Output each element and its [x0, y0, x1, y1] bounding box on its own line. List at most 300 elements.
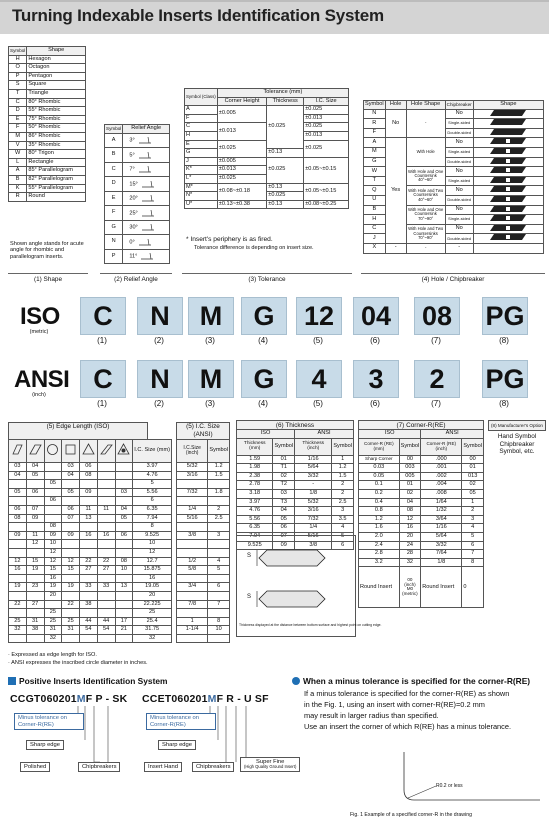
cell: ±0.05~±0.15	[304, 183, 349, 200]
code-position-number: (3)	[205, 399, 215, 408]
group-ansi: ANSI	[421, 430, 484, 439]
table-row	[177, 497, 230, 506]
cell	[115, 574, 133, 583]
shape-d-icon	[26, 440, 44, 463]
cell: 2.0	[359, 532, 400, 541]
code-position-number: (1)	[97, 399, 107, 408]
table-row	[237, 498, 354, 507]
table-row	[9, 600, 172, 609]
ansi-label: ANSI	[14, 366, 70, 393]
col-ic-size: I.C. Size	[304, 97, 349, 106]
cell: (metric)	[402, 590, 418, 596]
col-symbol: Symbol	[9, 47, 27, 56]
cell: .002	[421, 472, 462, 481]
code-2-tail: F R - U SF	[216, 693, 269, 705]
col-symbol: Symbol	[462, 438, 484, 455]
cell	[208, 497, 230, 506]
insert-shape-icon	[473, 128, 543, 138]
cell: 04	[273, 507, 295, 516]
cell	[177, 548, 208, 557]
table-row	[105, 177, 170, 192]
ansi-sub: (inch)	[32, 392, 46, 398]
relief-angle-icon	[135, 138, 152, 144]
cell: 7/8	[177, 600, 208, 609]
cell: T	[364, 176, 386, 186]
cell: Square	[27, 81, 86, 90]
cell: ±0.08~±0.25	[304, 200, 349, 209]
cell: 5/32	[177, 463, 208, 472]
cell: 7/32	[177, 488, 208, 497]
cell: 08	[44, 523, 62, 532]
cell: 23	[26, 583, 44, 592]
minus-line: in the Fig. 1, using an insert with corner-R(RE)=0.2 mm	[304, 700, 485, 710]
cell: 25	[9, 617, 27, 626]
relief-angle-icon	[138, 225, 155, 231]
s-label: S	[247, 553, 252, 559]
cell: 54	[97, 626, 115, 635]
cell: E	[185, 140, 218, 149]
cell: 20	[44, 591, 62, 600]
cell	[44, 600, 62, 609]
table-row	[177, 557, 230, 566]
cell: Q	[364, 186, 386, 196]
table-row	[9, 574, 172, 583]
cell: L*	[185, 174, 218, 183]
cell: 06	[9, 505, 27, 514]
cell: 02	[273, 472, 295, 481]
cell: -	[385, 243, 406, 253]
cell: 3	[332, 507, 354, 516]
label-minus-1: Minus tolerance on Corner-R(RE)	[14, 713, 84, 730]
cell	[97, 609, 115, 618]
cell: 0°	[123, 235, 170, 250]
cell	[26, 634, 44, 643]
col-chipbreaker: Chipbreaker	[445, 101, 473, 110]
cell: 09	[80, 488, 98, 497]
table-row	[9, 548, 172, 557]
cell: V	[9, 141, 27, 150]
cell: X	[364, 243, 386, 253]
cell	[208, 523, 230, 532]
cell: ±0.025	[217, 140, 267, 157]
table-row	[364, 243, 544, 253]
cell: 09	[62, 531, 80, 540]
cell: 03	[62, 463, 80, 472]
cell: 02	[462, 481, 484, 490]
cell: 6.35	[237, 524, 273, 533]
col-corner-height: Corner Height	[217, 97, 267, 106]
table-row	[177, 548, 230, 557]
cell	[62, 497, 80, 506]
cell: 05	[273, 515, 295, 524]
cell: 07	[62, 514, 80, 523]
table-row	[177, 634, 230, 643]
cell: F	[364, 128, 386, 138]
code-box: 08	[414, 297, 460, 335]
cell: 09	[273, 541, 295, 550]
cell: 3/8	[177, 531, 208, 540]
cell: ±0.025	[267, 106, 304, 149]
insert-shape-icon	[473, 224, 543, 234]
cell	[115, 471, 133, 480]
cell: 12	[9, 557, 27, 566]
cell	[80, 574, 98, 583]
cell	[97, 514, 115, 523]
ic-ansi-table	[176, 439, 230, 643]
cell	[9, 523, 27, 532]
caption-tolerance: (3) Tolerance	[248, 276, 286, 283]
cell: 12	[26, 540, 44, 549]
cell: Sharp Corner	[359, 455, 400, 464]
relief-angle-icon	[138, 181, 155, 187]
caption-option: (8) Manufacturer's Option	[488, 420, 546, 431]
cell: 6.35	[133, 505, 172, 514]
cell: E	[105, 191, 123, 206]
cell: 13	[115, 583, 133, 592]
cell	[115, 480, 133, 489]
table-row	[359, 507, 484, 516]
code-2-m: M	[207, 693, 217, 705]
insert-shape-icon	[473, 215, 543, 225]
relief-angle-icon	[137, 254, 154, 260]
table-row	[177, 540, 230, 549]
cell	[62, 591, 80, 600]
cell: 08	[115, 557, 133, 566]
cell: M	[9, 132, 27, 141]
table-row	[9, 488, 172, 497]
cell: 15	[44, 566, 62, 575]
cell	[177, 540, 208, 549]
iso-sub: (metric)	[29, 329, 49, 335]
table-row	[177, 591, 230, 600]
cell	[9, 540, 27, 549]
cell	[208, 634, 230, 643]
cell: 4.76	[133, 471, 172, 480]
cell: 4	[462, 524, 484, 533]
cell: 19	[26, 566, 44, 575]
cell: A	[185, 106, 218, 115]
cell: T2	[273, 481, 295, 490]
cell: G	[105, 220, 123, 235]
cell: 05	[9, 488, 27, 497]
cell: ±0.13	[267, 149, 304, 158]
cell: 30°	[123, 220, 170, 235]
cell: 1.5	[208, 471, 230, 480]
code-box: 4	[296, 360, 342, 398]
table-row	[359, 550, 484, 559]
table-row	[105, 220, 170, 235]
code-position-number: (8)	[499, 399, 509, 408]
cell: D	[9, 107, 27, 116]
table-row	[237, 464, 354, 473]
table-row	[237, 472, 354, 481]
cell: 16	[133, 574, 172, 583]
code-2	[142, 693, 269, 705]
cell: 1.98	[237, 464, 273, 473]
cell: 32	[399, 558, 421, 567]
cell: 0.1	[359, 481, 400, 490]
table-row	[9, 566, 172, 575]
cell: 04	[399, 498, 421, 507]
shape-r-icon	[44, 440, 62, 463]
cell	[80, 480, 98, 489]
insert-shape-icon	[473, 234, 543, 244]
cell: 12	[399, 515, 421, 524]
code-position-number: (3)	[205, 336, 215, 345]
code-box: 3	[353, 360, 399, 398]
cell: Single-sided	[445, 215, 473, 225]
table-row	[9, 115, 86, 124]
table-row	[9, 81, 86, 90]
code-position-number: (2)	[154, 399, 164, 408]
cell: 2.8	[359, 550, 400, 559]
cell: ±0.025	[304, 140, 349, 157]
cell: R	[9, 193, 27, 202]
table-row	[9, 523, 172, 532]
cell	[97, 480, 115, 489]
divider	[8, 273, 88, 274]
cell: No	[445, 167, 473, 177]
cell: 1/4	[177, 505, 208, 514]
cell: 5	[133, 480, 172, 489]
cell: 3/8	[295, 541, 332, 550]
table-row	[177, 531, 230, 540]
cell: 5/16	[177, 514, 208, 523]
group-iso: ISO	[359, 430, 421, 439]
code-position-number: (6)	[370, 336, 380, 345]
cell: E	[9, 115, 27, 124]
cell	[80, 540, 98, 549]
cell: 00	[462, 455, 484, 464]
cell: 2	[462, 507, 484, 516]
code-1-m: M	[76, 693, 86, 705]
table-row	[177, 514, 230, 523]
cell	[26, 523, 44, 532]
code-box: PG	[482, 297, 528, 335]
cell	[9, 634, 27, 643]
cell: 25	[44, 609, 62, 618]
cell: .000	[421, 455, 462, 464]
table-row	[105, 191, 170, 206]
cell: 21	[115, 626, 133, 635]
col-thickness-mm: Thickness (mm)	[237, 438, 273, 455]
code-1-tail: F P - SK	[85, 693, 128, 705]
table-row	[359, 481, 484, 490]
cell	[115, 463, 133, 472]
cell: ±0.13	[267, 183, 304, 192]
insert-shape-icon	[473, 109, 543, 119]
cell	[26, 548, 44, 557]
code-position-number: (8)	[499, 336, 509, 345]
cell: 1	[332, 455, 354, 464]
cell	[9, 497, 27, 506]
cell: 7/32	[295, 515, 332, 524]
cell	[208, 480, 230, 489]
cell: T1	[273, 464, 295, 473]
cell: With Hole	[406, 138, 445, 167]
positive-title: Positive Inserts Identification System	[19, 676, 168, 686]
cell: C	[185, 123, 218, 132]
hole-table	[363, 100, 544, 254]
table-row	[9, 463, 172, 472]
cell: 00	[399, 455, 421, 464]
table-row	[9, 480, 172, 489]
cell	[62, 609, 80, 618]
cell: 11	[97, 505, 115, 514]
col-thickness: Thickness	[267, 97, 304, 106]
cell: 2.78	[237, 481, 273, 490]
cell: 7	[462, 550, 484, 559]
table-row	[9, 557, 172, 566]
table-row	[359, 524, 484, 533]
cell: -	[295, 481, 332, 490]
cell: No	[445, 109, 473, 119]
cell: 6	[462, 541, 484, 550]
cell: Double-sided	[445, 128, 473, 138]
cell: 6	[133, 497, 172, 506]
cell: 4	[332, 524, 354, 533]
col-symbol: Symbol	[208, 440, 230, 463]
cell: 07	[273, 532, 295, 541]
cell: 1.2	[359, 515, 400, 524]
cell: 2.5	[208, 514, 230, 523]
cell: No	[445, 205, 473, 215]
table-row	[359, 455, 484, 464]
cell: 3/4	[177, 583, 208, 592]
cell: M*	[185, 183, 218, 192]
cell	[115, 591, 133, 600]
cell: W	[364, 167, 386, 177]
fig1-caption: Fig. 1 Example of a specified corner-R in the drawing	[350, 812, 472, 818]
table-row	[9, 141, 86, 150]
cell: 12	[62, 557, 80, 566]
table-row	[9, 634, 172, 643]
cell	[44, 488, 62, 497]
shape-s-icon	[62, 440, 80, 463]
cell: 15.875	[133, 566, 172, 575]
cell	[9, 574, 27, 583]
cell: 9.525	[237, 541, 273, 550]
edge-note-1: · Expressed as edge length for ISO.	[8, 652, 97, 658]
cell	[80, 497, 98, 506]
insert-shape-icon	[473, 119, 543, 129]
table-row	[359, 464, 484, 473]
cell: With Hole and One Countersink 40°~60°	[406, 167, 445, 186]
cell	[115, 609, 133, 618]
cell	[26, 609, 44, 618]
cell: 35° Rhombic	[27, 141, 86, 150]
minus-title: When a minus tolerance is specified for the corner-R(RE)	[303, 676, 531, 686]
col-shape: Shape	[473, 101, 543, 110]
cell	[80, 523, 98, 532]
table-row	[359, 498, 484, 507]
super-fine-line: (High Quality Ground Insert)	[244, 764, 297, 770]
cell	[177, 574, 208, 583]
cell: 12	[44, 548, 62, 557]
cell	[80, 548, 98, 557]
cell: Pentagon	[27, 72, 86, 81]
cell: 10	[44, 540, 62, 549]
cell: 013	[462, 472, 484, 481]
cell: 75° Rhombic	[27, 115, 86, 124]
cell: ±0.025	[304, 123, 349, 132]
code-box: N	[137, 297, 183, 335]
col-hole: Hole	[385, 101, 406, 110]
code-box: PG	[482, 360, 528, 398]
cell: N	[364, 109, 386, 119]
cell: J	[185, 157, 218, 166]
cell: 8	[462, 558, 484, 567]
cell	[62, 523, 80, 532]
table-row	[177, 583, 230, 592]
cell: No	[445, 224, 473, 234]
col-symbol: Symbol (Class)	[185, 89, 218, 106]
cell	[177, 591, 208, 600]
table-row	[9, 107, 86, 116]
cell	[97, 634, 115, 643]
cell	[26, 574, 44, 583]
label-sharp-2: Sharp edge	[158, 740, 196, 750]
cell	[44, 463, 62, 472]
cell: 44	[80, 617, 98, 626]
cell: ±0.05~±0.15	[304, 157, 349, 183]
cell: 1.5	[332, 472, 354, 481]
cell	[177, 480, 208, 489]
cell	[97, 574, 115, 583]
cell	[177, 634, 208, 643]
cell: U	[364, 195, 386, 205]
minus-line: If a minus tolerance is specified for the corner-R(RE) as shown	[304, 689, 510, 698]
cell: 3.97	[133, 463, 172, 472]
cell: 5	[208, 566, 230, 575]
cell: N*	[185, 192, 218, 201]
cell: 3.18	[237, 489, 273, 498]
cell	[44, 505, 62, 514]
cell: F	[9, 124, 27, 133]
table-row	[105, 148, 170, 163]
insert-shape-icon	[473, 138, 543, 148]
cell: 02	[399, 489, 421, 498]
cell: 005	[399, 472, 421, 481]
tolerance-table	[184, 88, 349, 209]
cell	[97, 523, 115, 532]
label-polished: Polished	[20, 762, 50, 772]
cell: 25°	[123, 206, 170, 221]
cell: 20	[133, 591, 172, 600]
cell: Double-sided	[445, 195, 473, 205]
cell: T3	[273, 498, 295, 507]
cell: 1	[462, 498, 484, 507]
cell: 5°	[123, 148, 170, 163]
table-row	[177, 471, 230, 480]
cell: A	[364, 138, 386, 148]
tolerance-note-1: * Insert's periphery is as fired.	[186, 236, 273, 243]
cell: C	[9, 98, 27, 107]
shape-c-icon	[9, 440, 27, 463]
code-position-number: (6)	[370, 399, 380, 408]
shape-w-icon	[115, 440, 133, 463]
cell: 05	[462, 489, 484, 498]
cell: 7.94	[133, 514, 172, 523]
cell: 03	[9, 463, 27, 472]
cell	[97, 488, 115, 497]
cell: 33	[97, 583, 115, 592]
cell: 1/2	[177, 557, 208, 566]
cell: 38	[80, 600, 98, 609]
cell	[115, 600, 133, 609]
cell: B	[364, 205, 386, 215]
cell: ±0.013	[304, 131, 349, 140]
